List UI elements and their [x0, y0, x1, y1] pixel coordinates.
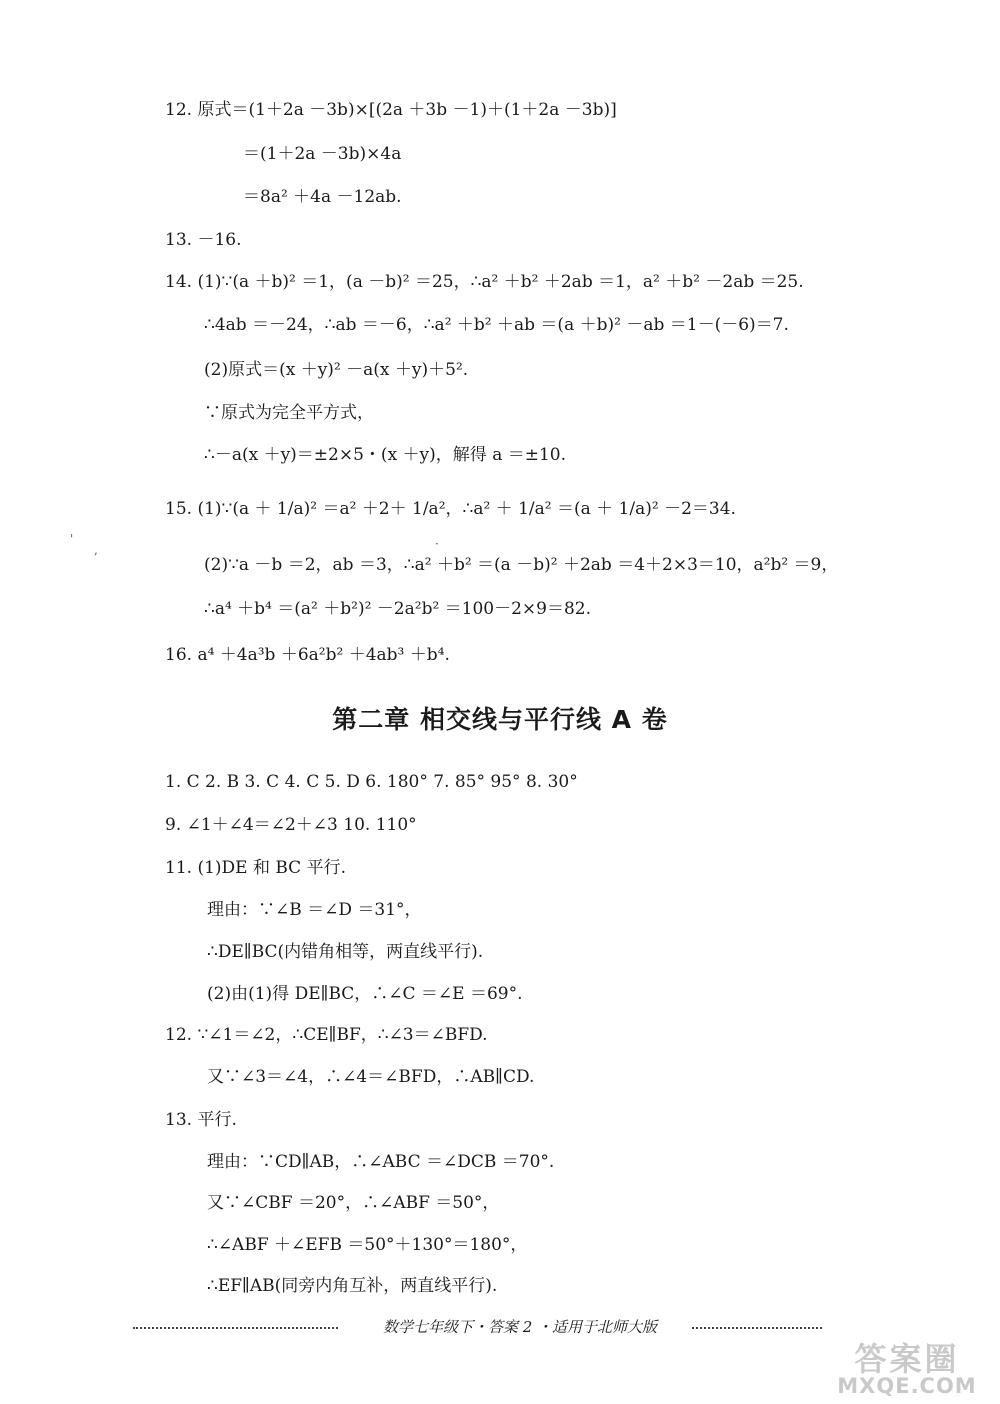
answers-9-10: 9. ∠1＋∠4＝∠2＋∠3 10. 110° — [165, 815, 417, 835]
answer-14-line-1: 14. (1)∵(a ＋b)² ＝1，(a －b)² ＝25，∴a² ＋b² ＋2ab ＝1，a² ＋b² －2ab ＝25. — [165, 272, 804, 292]
answer-12-line-3: ＝8a² ＋4a －12ab. — [243, 187, 402, 207]
answer-13b-line-2: 理由：∵CD∥AB，∴∠ABC ＝∠DCB ＝70°. — [207, 1152, 555, 1172]
answer-14-line-5: ∴－a(x ＋y)＝±2×5・(x ＋y)，解得 a ＝±10. — [204, 445, 567, 465]
answer-15-line-2: (2)∵a －b ＝2，ab ＝3，∴a² ＋b² ＝(a －b)² ＋2ab ＝4＋2×3＝10，a²b² ＝9， — [204, 555, 839, 575]
answer-15-line-3: ∴a⁴ ＋b⁴ ＝(a² ＋b²)² －2a²b² ＝100－2×9＝82. — [204, 599, 592, 619]
answer-14-line-4: ∵原式为完全平方式， — [204, 403, 374, 423]
answer-13b-line-4: ∴∠ABF ＋∠EFB ＝50°＋130°＝180°， — [207, 1235, 528, 1255]
scan-speck: , — [94, 543, 98, 557]
footer-text: 数学七年级下・答案 2 ・适用于北师大版 — [382, 1318, 658, 1336]
answer-13b-line-5: ∴EF∥AB(同旁内角互补，两直线平行). — [207, 1276, 498, 1296]
watermark-bottom-text: MXQE.COM — [837, 1374, 977, 1398]
answer-13b-line-1: 13. 平行. — [165, 1110, 237, 1130]
answer-14-line-3: (2)原式＝(x ＋y)² －a(x ＋y)＋5². — [204, 360, 469, 380]
answer-11-line-4: (2)由(1)得 DE∥BC，∴∠C ＝∠E ＝69°. — [207, 984, 523, 1004]
answer-15-line-1: 15. (1)∵(a ＋ 1/a)² ＝a² ＋2＋ 1/a²，∴a² ＋ 1/a² ＝(a ＋ 1/a)² －2＝34. — [165, 499, 736, 519]
section-title: 第二章 相交线与平行线 A 卷 — [332, 705, 668, 734]
scan-speck: · — [435, 537, 439, 551]
watermark-logo — [822, 1334, 992, 1400]
answer-12-line-2: ＝(1＋2a －3b)×4a — [243, 144, 402, 164]
answer-12-line-1: 12. 原式＝(1＋2a －3b)×[(2a ＋3b －1)＋(1＋2a －3b)] — [165, 100, 617, 120]
answer-12b-line-1: 12. ∵∠1＝∠2，∴CE∥BF，∴∠3＝∠BFD. — [165, 1025, 488, 1045]
answer-14-line-2: ∴4ab ＝－24，∴ab ＝－6，∴a² ＋b² ＋ab ＝(a ＋b)² －ab ＝1－(－6)＝7. — [204, 315, 789, 335]
answer-11-line-1: 11. (1)DE 和 BC 平行. — [165, 858, 346, 878]
footer-dots-right — [692, 1327, 822, 1329]
footer-dots-left — [133, 1327, 338, 1329]
answer-11-line-3: ∴DE∥BC(内错角相等，两直线平行). — [207, 942, 484, 962]
scan-speck: ' — [70, 532, 74, 546]
answers-1-to-8: 1. C 2. B 3. C 4. C 5. D 6. 180° 7. 85° 95° 8. 30° — [165, 772, 578, 792]
answer-12b-line-2: 又∵∠3＝∠4，∴∠4＝∠BFD，∴AB∥CD. — [207, 1067, 535, 1087]
answer-13b-line-3: 又∵∠CBF ＝20°，∴∠ABF ＝50°， — [207, 1193, 500, 1213]
answer-11-line-2: 理由：∵∠B ＝∠D ＝31°， — [207, 900, 422, 920]
answer-16: 16. a⁴ ＋4a³b ＋6a²b² ＋4ab³ ＋b⁴. — [165, 645, 450, 665]
answer-13: 13. －16. — [165, 230, 242, 250]
watermark-top-text: 答案圈 — [854, 1340, 960, 1378]
